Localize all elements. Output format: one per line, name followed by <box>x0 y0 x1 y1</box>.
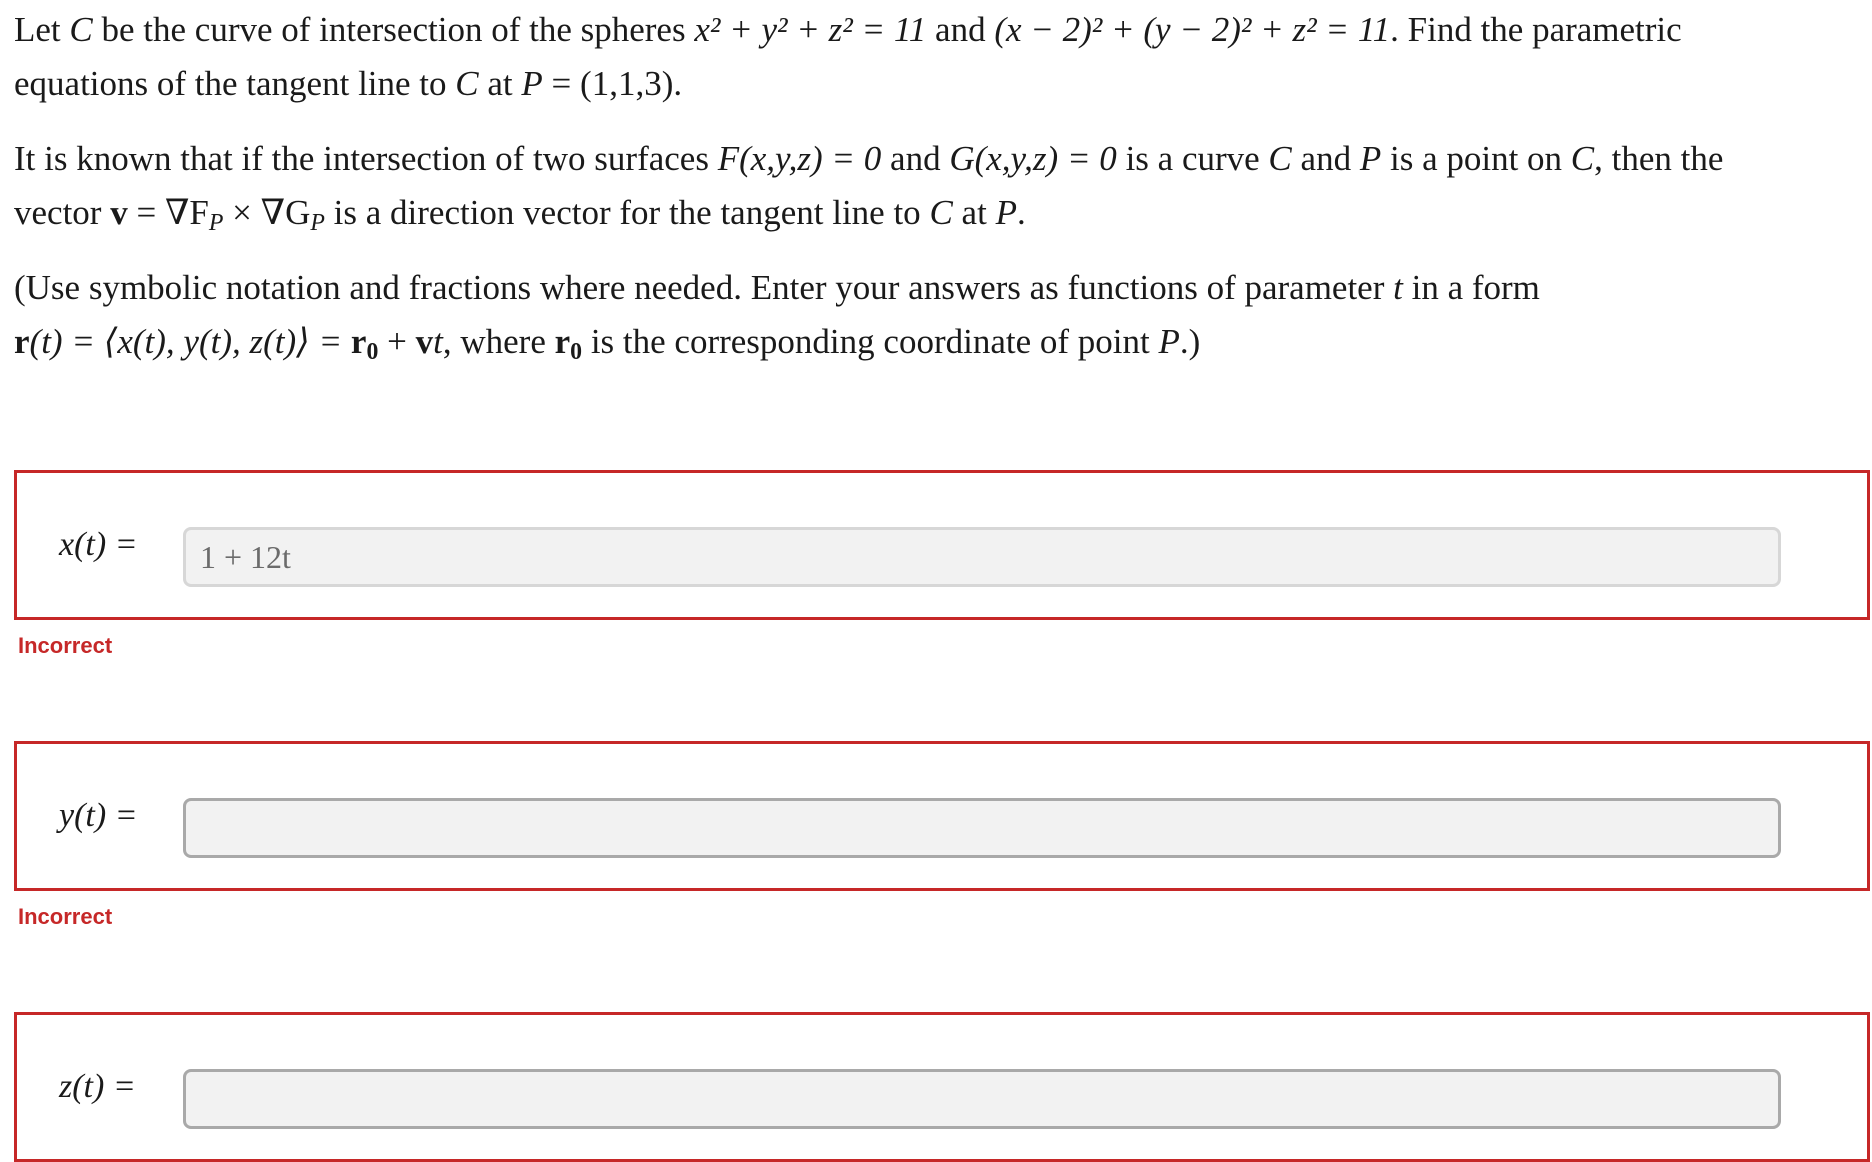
text: and <box>1291 139 1360 178</box>
feedback-x: Incorrect <box>18 633 113 658</box>
r-of-t: (t) = ⟨x(t), y(t), z(t)⟩ = <box>29 322 351 361</box>
p3-line-1 <box>14 261 1540 315</box>
text: in a form <box>1402 268 1540 307</box>
math-t: t <box>433 322 443 361</box>
math-C: C <box>1570 139 1595 178</box>
problem-paragraph-2 <box>14 132 1723 240</box>
gradient-G: × ∇G <box>223 193 311 232</box>
text: + <box>378 322 416 361</box>
text: is a point on <box>1381 139 1571 178</box>
p2-line-1 <box>14 132 1723 186</box>
p1-line-1 <box>14 3 1682 57</box>
z-input[interactable] <box>183 1069 1781 1129</box>
answer-label-z: z(t) = <box>59 1068 136 1105</box>
point-coordinates: = (1,1,3). <box>542 64 683 103</box>
vector-r: r <box>14 322 30 361</box>
answer-box-y <box>14 741 1870 891</box>
text: and <box>881 139 950 178</box>
text: , where <box>442 322 555 361</box>
feedback-y: Incorrect <box>18 904 113 929</box>
subscript-0: 0 <box>366 338 379 365</box>
gradient-F: = ∇F <box>127 193 209 232</box>
vector-r0: r <box>554 322 571 361</box>
vector-v: v <box>110 193 128 232</box>
math-P: P <box>1158 322 1180 361</box>
problem-paragraph-1 <box>14 3 1682 111</box>
math-P: P <box>995 193 1017 232</box>
text: It is known that if the intersection of two surfaces <box>14 139 718 178</box>
answer-label-x: x(t) = <box>59 526 138 563</box>
text: (Use symbolic notation and fractions where needed. Enter your answers as functions of parameter <box>14 268 1394 307</box>
surface-G: G(x,y,z) = 0 <box>949 139 1117 178</box>
x-input[interactable] <box>183 527 1781 587</box>
math-C: C <box>929 193 953 232</box>
text: , then the <box>1594 139 1724 178</box>
vector-r0: r <box>350 322 367 361</box>
answer-box-x <box>14 470 1870 620</box>
text: Let <box>14 10 70 49</box>
text: is a curve <box>1116 139 1269 178</box>
p3-line-2 <box>14 315 1540 369</box>
subscript-P: P <box>208 209 224 236</box>
p2-line-2 <box>14 186 1723 240</box>
subscript-0: 0 <box>570 338 583 365</box>
text: be the curve of intersection of the spheres <box>92 10 695 49</box>
vector-v: v <box>415 322 434 361</box>
problem-paragraph-3 <box>14 261 1540 369</box>
math-t: t <box>1393 268 1403 307</box>
text: .) <box>1179 322 1201 361</box>
subscript-P: P <box>310 209 325 236</box>
text: is the corresponding coordinate of point <box>582 322 1159 361</box>
text: . Find the parametric <box>1390 10 1682 49</box>
sphere-equation-2: (x − 2)² + (y − 2)² + z² = 11 <box>994 10 1391 49</box>
text: . <box>1016 193 1026 232</box>
text: vector <box>14 193 111 232</box>
math-P: P <box>1359 139 1382 178</box>
surface-F: F(x,y,z) = 0 <box>717 139 882 178</box>
math-C: C <box>1268 139 1292 178</box>
text: and <box>926 10 995 49</box>
math-P: P <box>521 64 543 103</box>
math-C: C <box>69 10 93 49</box>
text: at <box>478 64 522 103</box>
answer-box-z <box>14 1012 1870 1162</box>
y-input[interactable] <box>183 798 1781 858</box>
sphere-equation-1: x² + y² + z² = 11 <box>694 10 927 49</box>
p1-line-2 <box>14 57 1682 111</box>
text: at <box>952 193 996 232</box>
answer-label-y: y(t) = <box>59 797 138 834</box>
text: is a direction vector for the tangent line to <box>324 193 930 232</box>
text: equations of the tangent line to <box>14 64 456 103</box>
math-C: C <box>455 64 479 103</box>
